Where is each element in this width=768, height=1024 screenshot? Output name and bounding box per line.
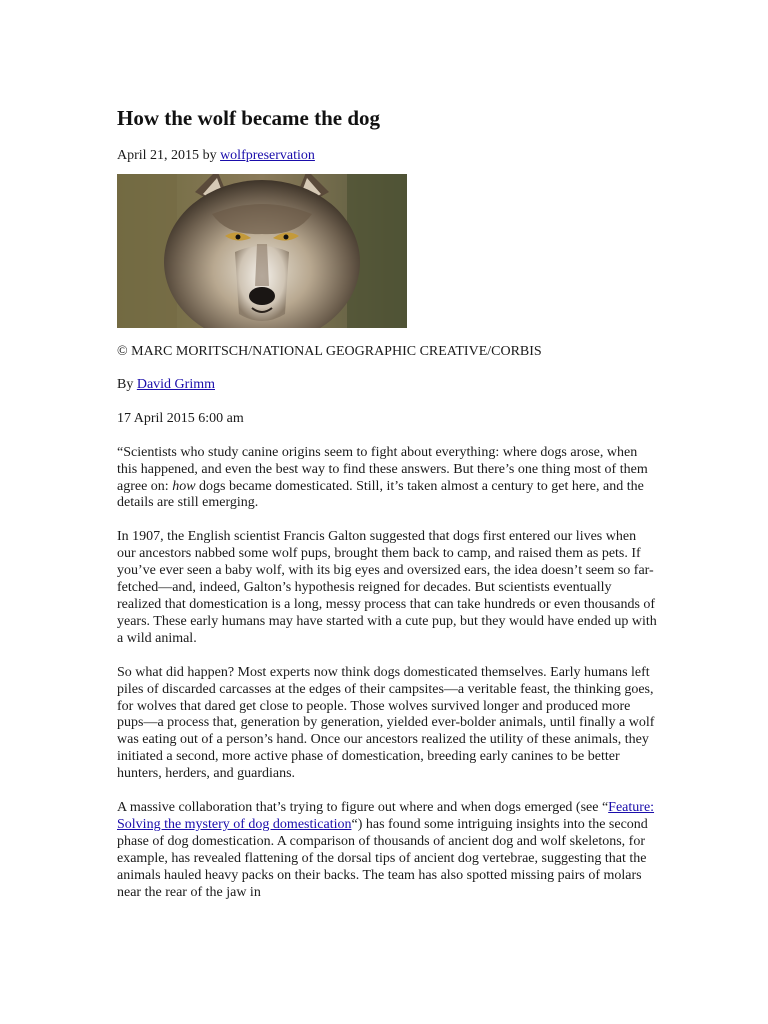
article (117, 104, 657, 901)
page-title: How the wolf became the dog (117, 106, 381, 130)
paragraph-1-text-b: dogs became domesticated. Still, it’s taken almost a century to get here, and the details are still emerging. (117, 478, 644, 511)
byline-prefix: By (117, 376, 134, 392)
dateline: 17 April 2015 6:00 am (117, 410, 244, 426)
byline-author-link[interactable]: David Grimm (136, 376, 215, 392)
paragraph-1-text-a: “Scientists who study canine origins seem to fight about everything: where dogs arose, when this happened, and even the best way to find these answers. But there’s one thing most of them agree on: (117, 444, 648, 494)
photo-credit: © MARC MORITSCH/NATIONAL GEOGRAPHIC CREATIVE/CORBIS (117, 344, 542, 359)
byline (117, 377, 657, 394)
post-author-link[interactable]: wolfpreservation (220, 148, 315, 163)
by-word: by (202, 148, 217, 163)
wolf-photo (117, 174, 407, 328)
paragraph-2: In 1907, the English scientist Francis Galton suggested that dogs first entered our lives when our ancestors nabbed some wolf pups, brought them back to camp, and raised them as pets. If you’ve ever seen a baby wolf, with its big eyes and oversized ears, the idea doesn’t seem so far-fetched—and, indeed, Galton’s hypothesis reigned for decades. But scientists eventually realized that domestication is a long, messy process that can take hundreds or even thousands of years. These early humans may have started with a cute pup, but they would have ended up with a wild animal. (117, 529, 657, 646)
paragraph-4-text-b: “) has found some intriguing insights into the second phase of dog domestication. A comparison of thousands of ancient dog and wolf skeletons, for example, has revealed flattening of the dorsal tips of ancient dog vertebrae, suggesting that the animals hauled heavy packs on their backs. The team has also spotted missing pairs of molars near the rear of the jaw in (117, 816, 648, 900)
post-meta (117, 147, 657, 165)
paragraph-1-emphasis: how (172, 478, 196, 494)
paragraph-3: So what did happen? Most experts now think dogs domesticated themselves. Early humans left piles of discarded carcasses at the edges of their campsites—a veritable feast, the thinking goes, for wolves that dared get close to people. Those wolves survived longer and produced more pups—a process that, generation by generation, yielded ever-bolder animals, until finally a wolf was eating out of a person’s hand. Once our ancestors realized the utility of these animals, they initiated a second, more active phase of domestication, breeding early canines to be better hunters, herders, and guardians. (117, 664, 655, 782)
feature-article-link[interactable]: Feature: Solving the mystery of dog domestication (117, 800, 655, 832)
paragraph-1 (117, 445, 657, 513)
post-date: April 21, 2015 (117, 148, 200, 163)
paragraph-4 (117, 800, 657, 901)
paragraph-4-text-a: A massive collaboration that’s trying to figure out where and when dogs emerged (see “ (117, 800, 609, 816)
